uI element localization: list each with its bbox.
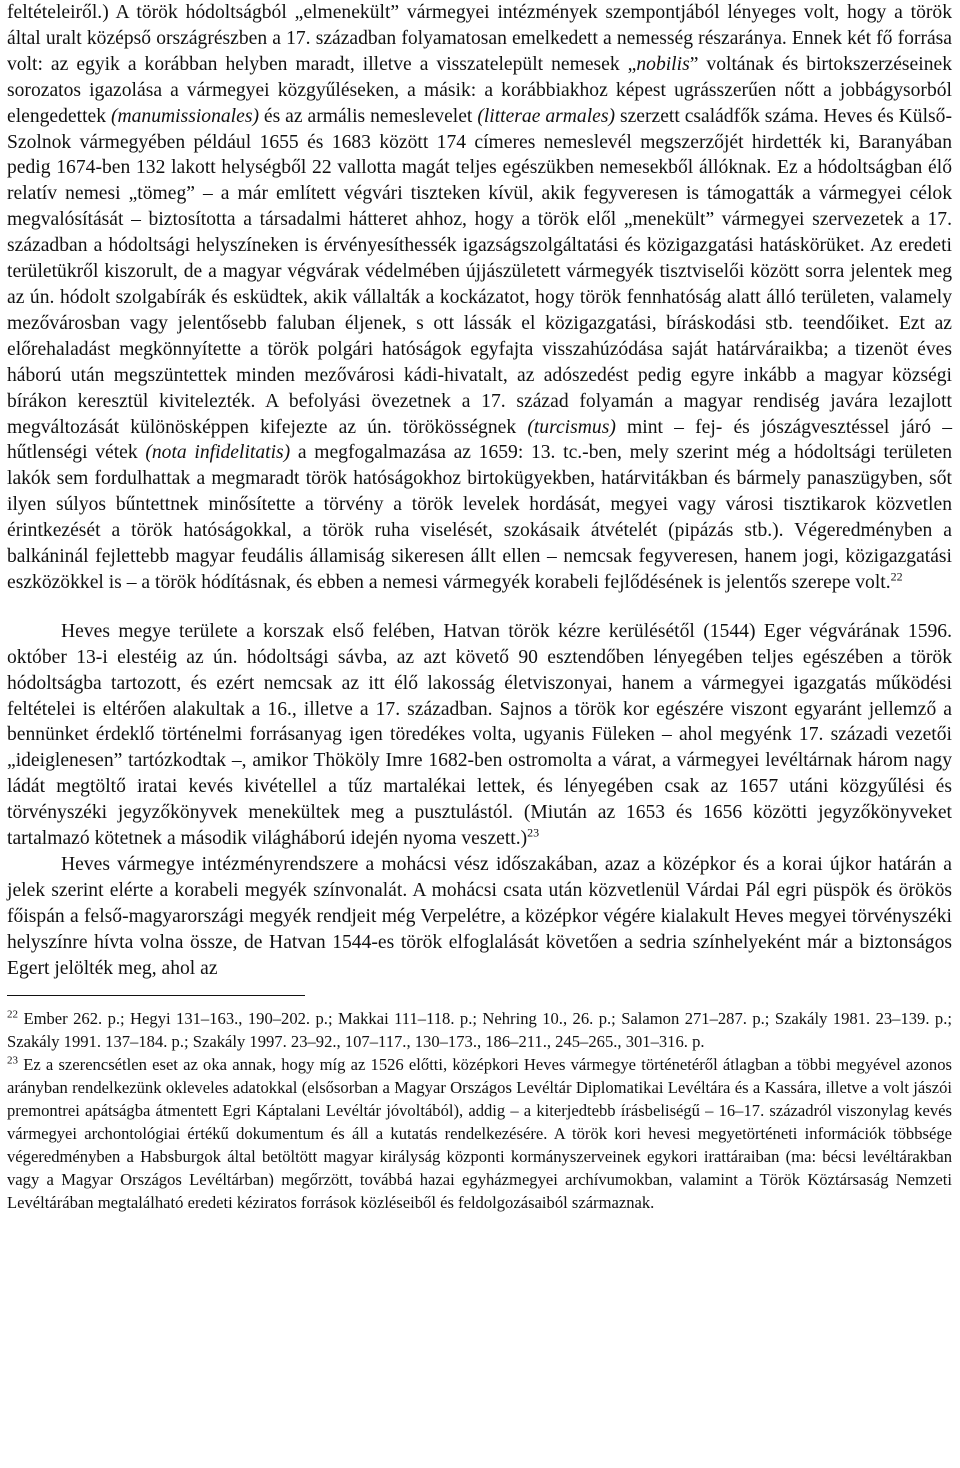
footnote-number: 22 xyxy=(7,1008,18,1020)
body-paragraph-1 xyxy=(7,0,952,596)
text-run: a megfogalmazása az 1659: 13. tc.-ben, mely szerint még a hódoltsági területen lakók sem fordulhattak a megmaradt török hatóságokhoz birtokügyekben, határvitákban és bármely panaszügyben, sőt ilyen súlyos bűntettnek minősítette a törvény a török levelek hordását, megyei vagy városi tisztikarok közvetlen érintkezését a török hatóságokkal, a török ruha viselését, szokásaik átvételét (pipázás stb.). Végeredményben a balkáninál fejlettebb magyar feudális államiság sikeresen állt ellen – nemcsak fegyveresen, hanem jogi, közigazgatási eszközökkel is – a török hódításnak, és ebben a nemesi vármegyék korabeli fejlődésének is jelentős szerepe volt. xyxy=(7,442,953,593)
latin-term: (nota infidelitatis) xyxy=(145,442,291,464)
footnote-ref: 23 xyxy=(527,825,540,840)
footnote-number: 23 xyxy=(7,1054,18,1067)
body-paragraph-3 xyxy=(7,852,952,982)
footnote-22 xyxy=(7,1007,952,1053)
text-run: Heves vármegye intézményrendszere a mohácsi vész időszakában, azaz a középkor és a korai újkor határán a jelek szerint elérte a korabeli megyék színvonalát. A mohácsi csata után közvetlenül Várdai Pál egri püspök és örökös főispán a felső-magyarországi megyék rendjeit még Verpelétre, a középkor végére kialakult Heves megyei törvényszéki helyszínre hívta volna össze, de Hatvan 1544-es török elfoglalását követően a sedria színhelyeként már a biztonságos Egert jelölték meg, ahol az xyxy=(7,854,952,979)
text-run: feltételeiről.) A török hódoltságból „elmenekült” vármegyei intézmények szempontjából lényeges volt, hogy a török által uralt középső országrészben a 17. században folyamatosan emelkedett a nemesség részaránya. Ennek két fő forrása volt: az egyik a korábban helyben maradt, illetve a visszatelepült nemesek „ xyxy=(7,2,952,75)
text-run: ” voltának és birtokszerzéseinek sorozatos igazolása a vármegyei közgyűléseken, a másik: a korábbiakhoz képest ugrásszerűen nőtt a jobbágysorból elengedettek xyxy=(7,53,952,127)
footnote-text: Ez a szerencsétlen eset az oka annak, hogy míg az 1526 előtti, középkori Heves vármegye történetéről átlagban a többi megyével azonos arányban rendelkezünk okleveles adatokkal (elsősorban a Magyar Országos Levéltár Diplomatikai Levéltára és a Kassára, illetve a volt jászói premontrei apátságba átmentett Egri Káptalani Levéltár jóvoltából), addig – a kiterjedtebb írásbeliségű – 16–17. századról viszonylag kevés vármegyei archontológiai értékű dokumentum és áll a kutatás rendelkezésére. A török kori hevesi megyetörténeti információk többsége végeredményben a Habsburgok által betöltött magyar királyság központi kormányszerveinek egykori irattáraiban (ma: bécsi levéltárakban vagy a Magyar Országos Levéltárban) megőrzött, továbbá hazai egyházmegyei archívumokban, valamint a Török Köztársaság Nemzeti Levéltárában megtalálható eredeti kéziratos források közléseiből és feldolgozásaiból származnak. xyxy=(7,1054,952,1213)
latin-term: nobilis xyxy=(636,53,690,75)
footnote-text: Ember 262. p.; Hegyi 131–163., 190–202. p.; Makkai 111–118. p.; Nehring 10., 26. p.; Salamon 271–287. p.; Szakály 1981. 23–139. p.; Szakály 1991. 137–184. p.; Szakály 1997. 23–92., 107–117., 130–173., 186–211., 245–265., 301–316. p. xyxy=(7,1008,952,1051)
text-run: Heves megye területe a korszak első felében, Hatvan török kézre kerülésétől (1544) Eger végvárának 1596. október 13-i elestéig az ún. hódoltsági sávba, az azt követő 90 esztendőben lényegében teljes egészében a török hódoltságba tartozott, és ezért nemcsak az itt élő lakosság életviszonyai, hanem a vármegyei igazgatás működési feltételei is eltérően alakultak a 16., illetve a 17. században. Sajnos a török kor egészére viszont egyaránt jellemző a bennünket érdeklő történelmi forrásanyag igen töredékes volta, ugyanis Füleken – ahol megyénk 17. századi vezetői „ideiglenesen” tartózkodtak –, amikor Thököly Imre 1682-ben ostromolta a várat, a vármegyei levéltárnak három nagy ládát megtöltő iratai kevés kivétellel a tűz martalékai lettek, és lényegében csak az 1657 utáni közgyűlési és törvényszéki jegyzőkönyvek menekültek meg a pusztulástól. (Miután az 1653 és 1656 közötti jegyzőkönyveket tartalmazó kötetnek a második világháború idején nyoma veszett.) xyxy=(7,620,952,850)
body-paragraph-2 xyxy=(7,619,952,852)
footnote-ref: 22 xyxy=(890,569,903,584)
text-run: szerzett családfők száma. Heves és Külső-Szolnok vármegyében például 1655 és 1683 között 174 címeres nemeslevél megszerzőjét hirdették ki, Baranyában pedig 1674-ben 132 lakott helységből 22 vallotta magát teljes egészükben nemesekből állóknak. Ez a hódoltságban élő relatív nemesi „tömeg” – a már említett végvári tiszteken kívül, akik fegyveresen is támogatták a vármegyei célok megvalósítását – biztosította a társadalmi hátteret ahhoz, hogy a török elől „menekült” vármegyei szervezetek a 17. században a hódoltsági helyszíneken is érvényesíthessék igazságszolgáltatási és közigazgatási hatáskörüket. Az eredeti területükről kiszorult, de a magyar végvárak védelmében újjászületett vármegyék tisztviselői között sorra jelentek meg az ún. hódolt szolgabírák és esküdtek, akik vállalták a kockázatot, hogy török fennhatóság alatt álló területen, valamely mezővárosban vagy jelentősebb faluban éljenek, s ott lássák el közigazgatási, bíráskodási stb. teendőiket. Ezt az előrehaladást megkönnyítette a török polgári hatóságok egyfajta visszahúzódása saját határváraikba; a tizenöt éves háború után megszüntettek minden mezővárosi kádi-hivatalt, az adószedést pedig egyre inkább a magyar községi bírákon keresztül kivitelezték. A befolyási övezetnek a 17. század folyamán a magyar rendiség javára lezajlott megváltozását különösképpen kifejezte az ún. törökösségnek xyxy=(7,105,952,438)
footnote-23 xyxy=(7,1053,952,1215)
latin-term: (litterae armales) xyxy=(477,105,616,127)
text-run: és az armális nemeslevelet xyxy=(258,105,478,127)
footnote-separator xyxy=(7,995,305,996)
text-run: mint – fej- és jószágvesztéssel járó – hűtlenségi vétek xyxy=(7,416,952,464)
latin-term: (turcismus) xyxy=(527,416,616,438)
latin-term: (manumissionales) xyxy=(110,105,259,127)
